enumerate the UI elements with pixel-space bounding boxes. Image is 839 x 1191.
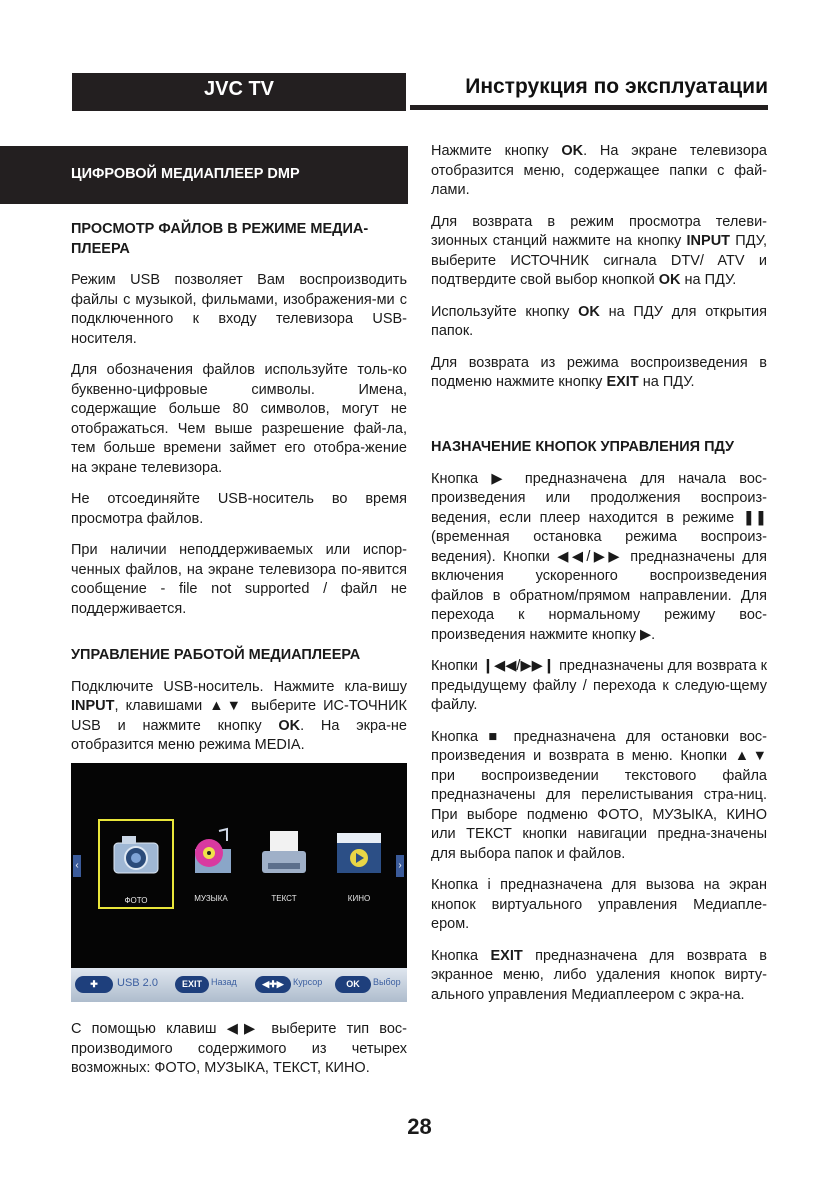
left-column [71, 220, 407, 631]
page-number: 28 [407, 1114, 432, 1139]
right-arrow-icon: › [396, 855, 404, 877]
paragraph: Кнопка EXIT предназначена для возврата в экранное меню, либо удаления кнопок вирту-ального управления Медиаплеером с экра-на. [431, 947, 767, 1003]
left-column-control [71, 646, 407, 768]
header-title: Инструкция по эксплуатации [465, 75, 768, 98]
cursor-label: Курсор [293, 977, 323, 987]
header-underline [410, 105, 768, 110]
heading-remote-buttons: НАЗНАЧЕНИЕ КНОПОК УПРАВЛЕНИЯ ПДУ [431, 439, 735, 455]
clapperboard-icon [323, 819, 395, 889]
paragraph: Кнопка ■ предназначена для остановки вос-произведения и возврата в меню. Кнопки ▲▼ при воспроизведении текстового файла предназначены для перелистывания стра-ниц. При выборе подменю ФОТО, МУЗЫКА, КИНО или ТЕКСТ кнопки навигации предна-значены для выбора папок и файлов. [431, 728, 767, 862]
tile-label: ТЕКСТ [271, 894, 297, 903]
right-column [431, 142, 767, 405]
section-banner [0, 146, 408, 204]
tile-photo[interactable] [98, 819, 174, 909]
heading-browse-files: ПРОСМОТР ФАЙЛОВ В РЕЖИМЕ МЕДИА-ПЛЕЕРА [71, 221, 369, 257]
select-label: Выбор [373, 977, 401, 987]
media-menu-bottom-bar [71, 968, 407, 1002]
paragraph: Для возврата из режима воспроизведения в подменю нажмите кнопку EXIT на ПДУ. [431, 354, 767, 390]
paragraph: Для возврата в режим просмотра телеви-зионных станций нажмите на кнопку INPUT ПДУ, выберите ИСТОЧНИК сигнала DTV/ ATV и подтвердите свой выбор кнопкой OK на ПДУ. [431, 213, 767, 288]
left-column-bottom [71, 1020, 407, 1091]
exit-key-icon: EXIT [175, 976, 209, 993]
camera-icon [100, 821, 172, 891]
paragraph: Подключите USB-носитель. Нажмите кла-вишу INPUT, клавишами ▲▼ выберите ИС-ТОЧНИК USB и нажмите кнопку OK. На экра-не отобразится меню режима MEDIA. [71, 678, 407, 753]
paragraph: Не отсоединяйте USB-носитель во время просмотра файлов. [71, 491, 407, 527]
left-arrow-icon: ‹ [73, 855, 81, 877]
section-banner-title: ЦИФРОВОЙ МЕДИАПЛЕЕР DMP [71, 166, 300, 182]
right-column-remote [431, 438, 767, 1017]
tile-movie[interactable] [323, 819, 395, 905]
heading-player-control: УПРАВЛЕНИЕ РАБОТОЙ МЕДИАПЛЕЕРА [71, 647, 361, 663]
media-menu-screenshot [71, 763, 407, 1002]
paragraph: Режим USB позволяет Вам воспроизводить файлы с музыкой, фильмами, изображения-ми с подключенного к входу телевизора USB-носителя. [71, 272, 407, 347]
paragraph: Используйте кнопку OK на ПДУ для открытия папок. [431, 303, 767, 339]
tile-label: КИНО [347, 894, 371, 903]
paragraph: При наличии неподдерживаемых или испор-ченных файлов, на экране телевизора по-явится сообщение - file not supported / файл не поддерживается. [71, 542, 407, 617]
tile-label: МУЗЫКА [194, 894, 228, 903]
paragraph: Кнопка i предназначена для вызова на экран кнопок виртуального управления Медиапле-ером. [431, 877, 767, 932]
usb-label: USB 2.0 [117, 977, 158, 989]
usb-icon: ✚ [75, 976, 113, 993]
tile-text[interactable] [248, 819, 320, 905]
paragraph: Кнопка ▶ предназначена для начала вос-произведения или продолжения воспроиз-ведения, если плеер находится в режиме ❚❚ (временная остановка режима воспроиз-ведения). Кнопки ◀◀/▶▶ предназначены для включения ускоренного воспроизведения файлов в обратном/прямом направлении. Для перехода к нормальному режиму вос-произведения нажмите кнопку ▶. [431, 470, 767, 643]
ok-key-icon: OK [335, 976, 371, 993]
paragraph: Для обозначения файлов используйте толь-ко буквенно-цифровые символы. Имена, содержащие больше 80 символов, могут не отображаться. Чем выше разрешение фай-ла, тем больше времени займет его отобра-жение на экране телевизора. [71, 362, 407, 476]
paragraph: Кнопки ❙◀◀/▶▶❙ предназначены для возврата к предыдущему файлу / перехода к следую-щему файлу. [431, 658, 767, 713]
paragraph: Нажмите кнопку OK. На экране телевизора отобразится меню, содержащее папки с фай-лами. [431, 143, 767, 198]
header-brand-box [72, 73, 406, 111]
header-brand: JVC TV [203, 78, 275, 100]
back-label: Назад [211, 977, 237, 987]
printer-icon [248, 819, 320, 889]
music-disc-icon [175, 819, 247, 889]
tile-music[interactable] [175, 819, 247, 905]
cursor-arrows-icon: ◀✚▶ [255, 976, 291, 993]
paragraph: С помощью клавиш ◀▶ выберите тип вос-производимого содержимого из четырех возможных: ФОТО, МУЗЫКА, ТЕКСТ, КИНО. [71, 1021, 407, 1076]
tile-label: ФОТО [124, 896, 148, 905]
